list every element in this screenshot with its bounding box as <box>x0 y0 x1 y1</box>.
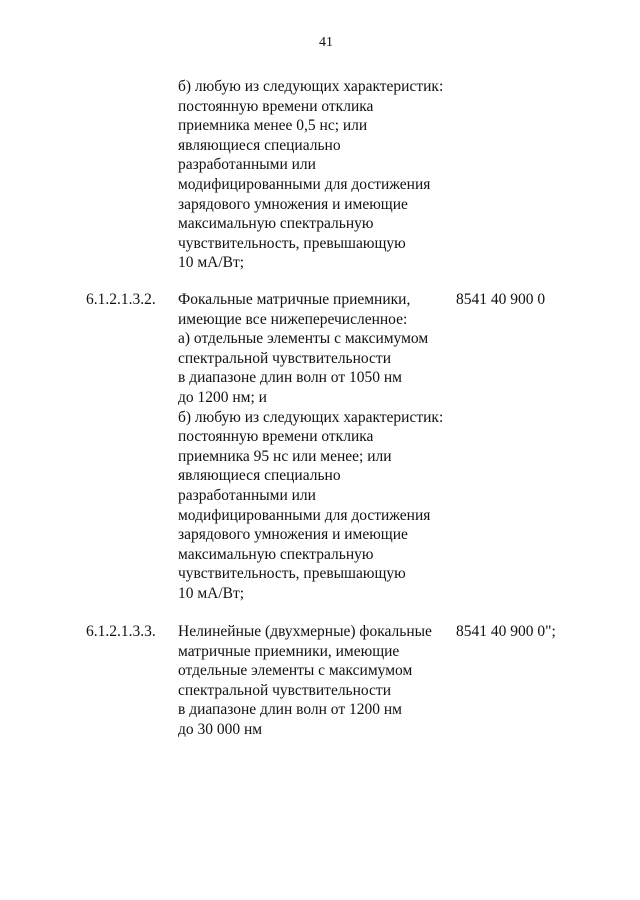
text-line: спектральной чувствительности <box>178 349 392 367</box>
page-number: 41 <box>319 35 333 50</box>
text-line: в диапазоне длин волн от 1200 нм <box>178 701 402 719</box>
text-line: зарядового умножения и имеющие <box>178 526 408 544</box>
text-line: модифицированными для достижения <box>178 506 431 524</box>
text-line: имеющие все нижеперечисленное: <box>178 310 408 328</box>
text-line: максимальную спектральную <box>178 545 374 563</box>
text-line: Нелинейные (двухмерные) фокальные <box>178 623 432 640</box>
continuation-text <box>178 77 458 273</box>
text-line: постоянную времени отклика <box>178 97 374 115</box>
text-line: зарядового умножения и имеющие <box>178 195 408 213</box>
text-line: разработанными или <box>178 486 316 504</box>
text-line: в диапазоне длин волн от 1050 нм <box>178 369 402 387</box>
text-line: отдельные элементы с максимумом <box>178 662 413 680</box>
text-line: приемника 95 нс или менее; или <box>178 447 392 465</box>
text-line: максимальную спектральную <box>178 215 374 233</box>
text-line: до 30 000 нм <box>178 720 263 738</box>
text-line: матричные приемники, имеющие <box>178 642 400 660</box>
text-line: спектральной чувствительности <box>178 681 392 699</box>
entry-code: 6.1.2.1.3.3. <box>86 623 156 640</box>
text-line: являющиеся специально <box>178 467 341 485</box>
text-line: Фокальные матричные приемники, <box>178 291 411 308</box>
text-line: постоянную времени отклика <box>178 428 374 446</box>
text-line: чувствительность, превышающую <box>178 234 406 252</box>
text-line: до 1200 нм; и <box>178 388 267 406</box>
text-line: а) отдельные элементы с максимумом <box>178 330 429 348</box>
entry-description <box>178 622 458 740</box>
text-line: 10 мА/Вт; <box>178 254 245 272</box>
text-line: б) любую из следующих характеристик: <box>178 78 444 95</box>
tariff-code: 8541 40 900 0 <box>456 291 546 308</box>
text-line: б) любую из следующих характеристик: <box>178 408 444 426</box>
text-line: чувствительность, превышающую <box>178 565 406 583</box>
entry-description <box>178 290 458 604</box>
text-line: модифицированными для достижения <box>178 175 431 193</box>
text-line: 10 мА/Вт; <box>178 584 245 602</box>
text-line: приемника менее 0,5 нс; или <box>178 117 368 135</box>
text-line: являющиеся специально <box>178 136 341 154</box>
entry-code: 6.1.2.1.3.2. <box>86 291 156 308</box>
tariff-code: 8541 40 900 0"; <box>456 623 556 640</box>
text-line: разработанными или <box>178 156 316 174</box>
